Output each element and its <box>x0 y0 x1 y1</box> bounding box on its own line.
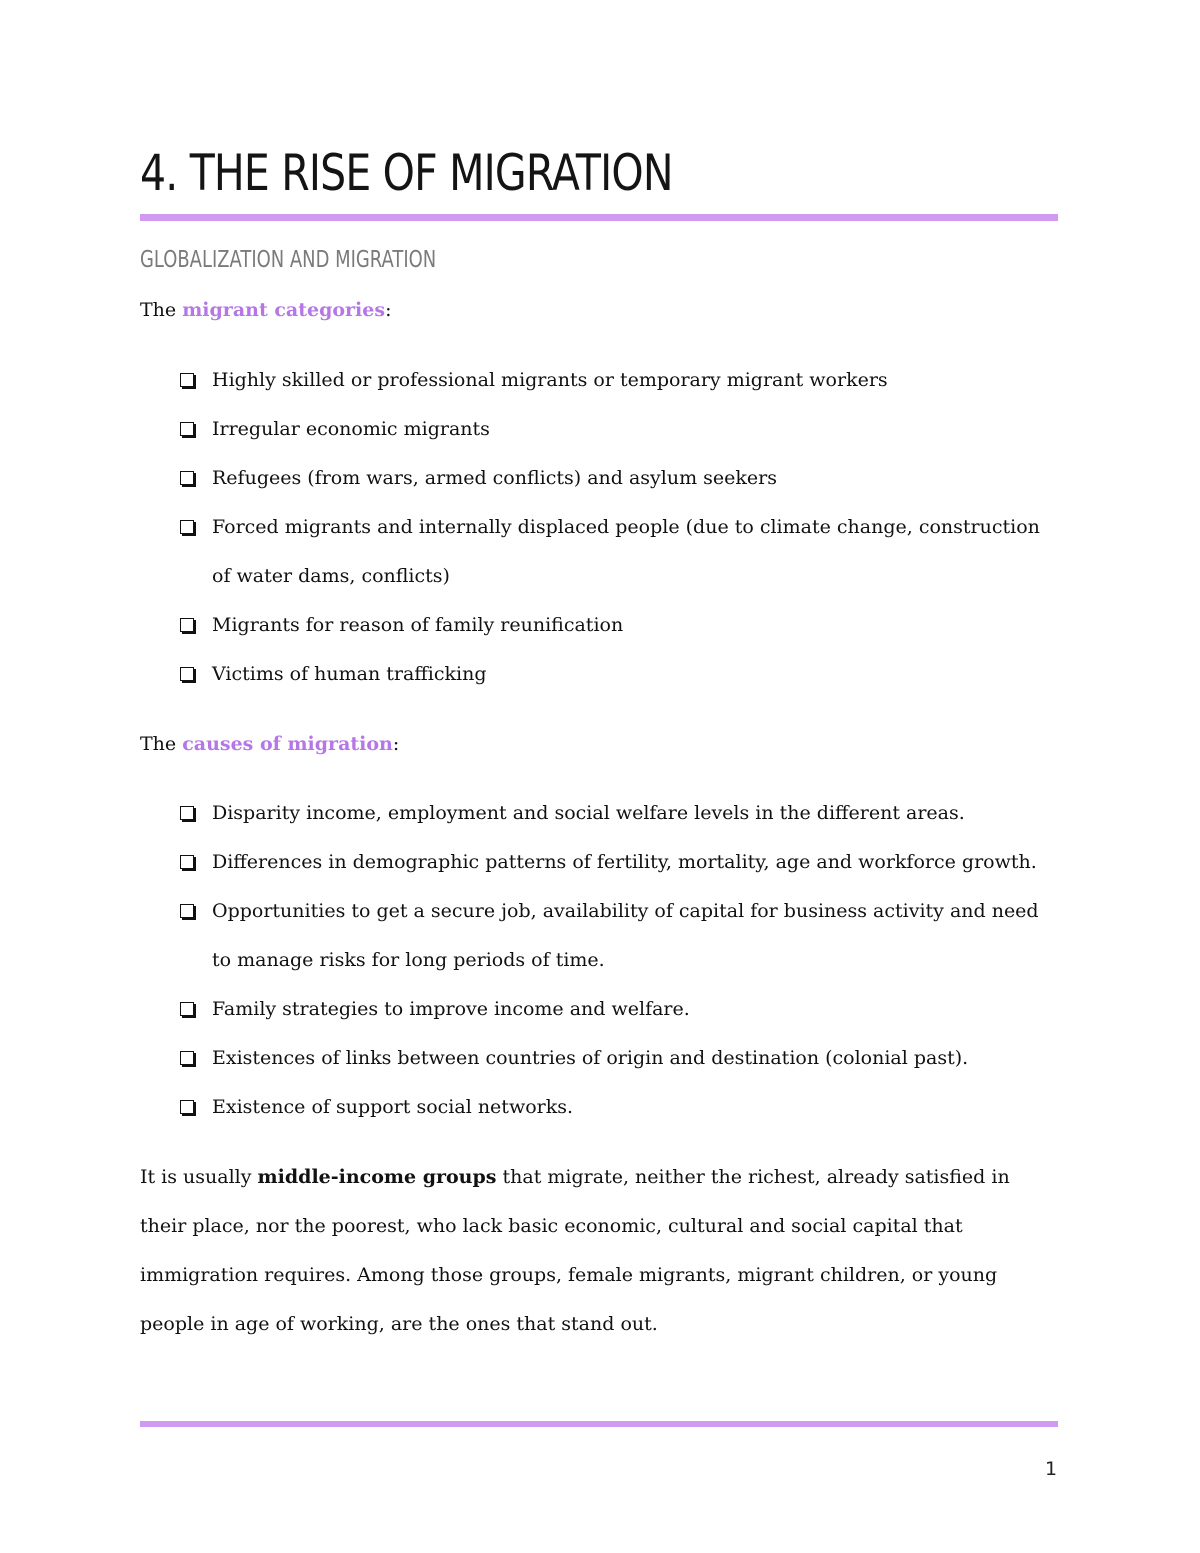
closing-paragraph <box>140 1153 1058 1349</box>
checkbox-icon <box>180 667 194 681</box>
list-item <box>180 356 1060 405</box>
checkbox-icon <box>180 422 194 436</box>
list-item-text: Migrants for reason of family reunification <box>212 614 624 636</box>
causes-intro-suffix: : <box>392 733 400 755</box>
causes-intro-highlight: causes of migration <box>182 733 393 755</box>
list-item-text: Irregular economic migrants <box>212 418 490 440</box>
checkbox-icon <box>180 904 194 918</box>
list-item <box>180 1034 1060 1083</box>
list-item-text: Victims of human trafficking <box>212 663 487 685</box>
list-item <box>180 650 1060 699</box>
checkbox-icon <box>180 520 194 534</box>
list-item <box>180 405 1060 454</box>
list-item-text: Existences of links between countries of origin and destination (colonial past). <box>212 1047 969 1069</box>
checkbox-icon <box>180 806 194 820</box>
title-underline <box>140 214 1058 221</box>
checkbox-icon <box>180 855 194 869</box>
categories-intro-highlight: migrant categories <box>182 299 386 321</box>
list-item <box>180 601 1060 650</box>
migration-causes-list <box>180 789 1060 1132</box>
checkbox-icon <box>180 1002 194 1016</box>
causes-intro <box>140 720 399 769</box>
list-item-text: Forced migrants and internally displaced people (due to climate change, construction of water dams, conflicts) <box>212 516 1040 587</box>
list-item <box>180 1083 1060 1132</box>
checkbox-icon <box>180 1051 194 1065</box>
section-subtitle: GLOBALIZATION AND MIGRATION <box>140 247 437 273</box>
checkbox-icon <box>180 1100 194 1114</box>
closing-bold-phrase: middle-income groups <box>257 1166 497 1188</box>
list-item <box>180 985 1060 1034</box>
list-item-text: Family strategies to improve income and welfare. <box>212 998 690 1020</box>
page-title: 4. THE RISE OF MIGRATION <box>140 144 673 202</box>
list-item <box>180 887 1060 985</box>
checkbox-icon <box>180 373 194 387</box>
checkbox-icon <box>180 618 194 632</box>
list-item-text: Existence of support social networks. <box>212 1096 574 1118</box>
causes-intro-prefix: The <box>140 733 177 755</box>
list-item <box>180 454 1060 503</box>
footer-rule <box>140 1421 1058 1427</box>
categories-intro <box>140 286 391 335</box>
closing-after: that migrate, neither the richest, already satisfied in their place, nor the poorest, who lack basic economic, cultural and social capital that immigration requires. Among those groups, female migrants, migrant children, or young people in age of working, are the ones that stand out. <box>140 1166 1010 1335</box>
page-number: 1 <box>1045 1458 1058 1480</box>
categories-intro-prefix: The <box>140 299 177 321</box>
list-item-text: Highly skilled or professional migrants or temporary migrant workers <box>212 369 888 391</box>
list-item-text: Disparity income, employment and social welfare levels in the different areas. <box>212 802 965 824</box>
migrant-categories-list <box>180 356 1060 699</box>
list-item-text: Refugees (from wars, armed conflicts) and asylum seekers <box>212 467 777 489</box>
list-item <box>180 838 1060 887</box>
closing-before: It is usually <box>140 1166 252 1188</box>
list-item <box>180 789 1060 838</box>
categories-intro-suffix: : <box>385 299 392 321</box>
list-item-text: Opportunities to get a secure job, availability of capital for business activity and need to manage risks for long periods of time. <box>212 900 1039 971</box>
checkbox-icon <box>180 471 194 485</box>
list-item <box>180 503 1060 601</box>
list-item-text: Differences in demographic patterns of fertility, mortality, age and workforce growth. <box>212 851 1037 873</box>
